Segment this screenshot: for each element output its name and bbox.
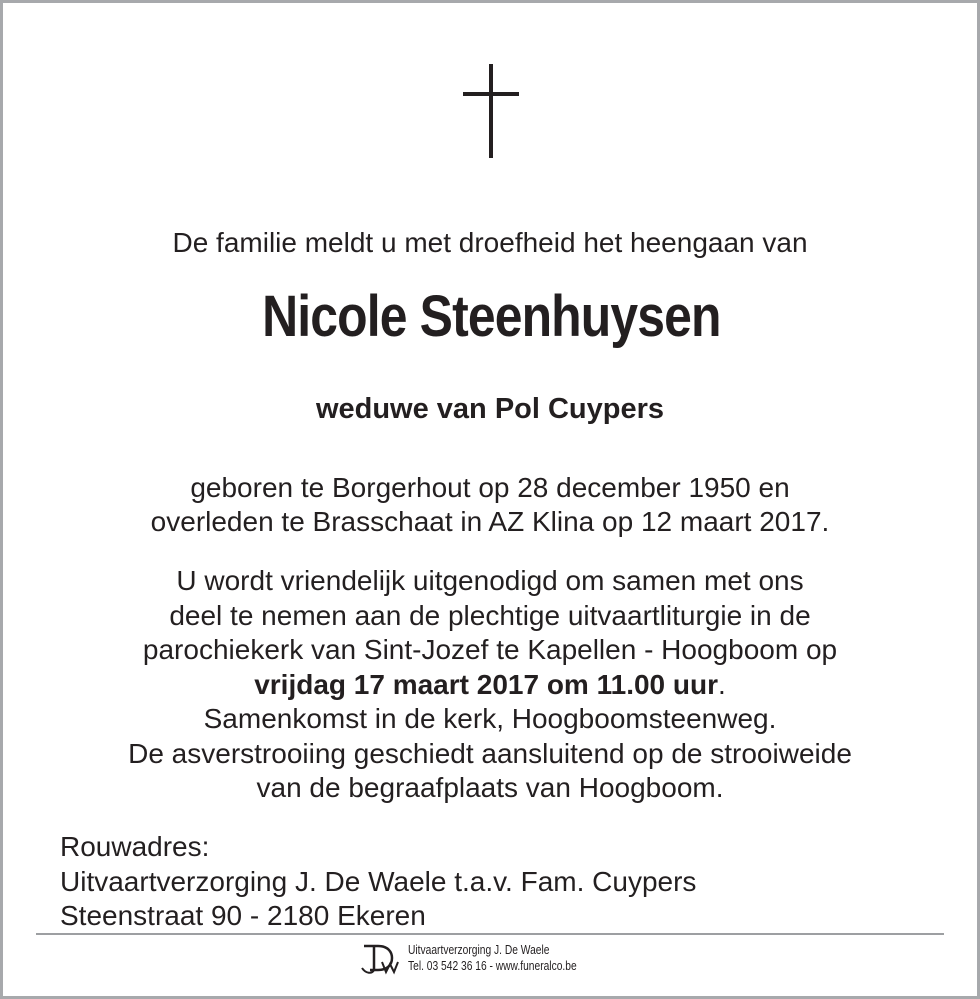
cemetery-line: van de begraafplaats van Hoogboom. bbox=[256, 772, 724, 803]
cross-icon bbox=[463, 64, 519, 158]
ash-scattering-line: De asverstrooiing geschiedt aansluitend op de strooiweide bbox=[128, 737, 852, 769]
service-date-suffix: . bbox=[718, 668, 726, 700]
service-date: vrijdag 17 maart 2017 om 11.00 uur bbox=[254, 668, 719, 700]
service-date-line bbox=[0, 668, 980, 703]
birth-line: geboren te Borgerhout op 28 december 1950 en bbox=[190, 472, 790, 503]
address-recipient: Uitvaartverzorging J. De Waele t.a.v. Fam. Cuypers bbox=[60, 865, 697, 897]
death-line: overleden te Brasschaat in AZ Klina op 12 maart 2017. bbox=[150, 506, 830, 537]
invitation-block bbox=[0, 564, 980, 806]
funeral-home-contact: Tel. 03 542 36 16 - www.funeralco.be bbox=[408, 959, 577, 973]
dw-logo-icon bbox=[360, 940, 402, 976]
intro-text: De familie meldt u met droefheid het heengaan van bbox=[172, 227, 808, 258]
funeral-home-name: Uitvaartverzorging J. De Waele bbox=[408, 943, 550, 957]
deceased-name: Nicole Steenhuysen bbox=[262, 284, 721, 349]
invite-line: parochiekerk van Sint-Jozef te Kapellen - Hoogboom op bbox=[142, 634, 838, 665]
address-label: Rouwadres: bbox=[60, 831, 210, 862]
funeral-home-footer bbox=[408, 942, 577, 974]
invite-line: U wordt vriendelijk uitgenodigd om samen met ons bbox=[176, 565, 804, 596]
mourning-address bbox=[60, 830, 696, 934]
gathering-line: Samenkomst in de kerk, Hoogboomsteenweg. bbox=[203, 703, 777, 734]
birth-death-block bbox=[0, 471, 980, 539]
invite-line: deel te nemen aan de plechtige uitvaartliturgie in de bbox=[169, 599, 811, 631]
footer-divider bbox=[36, 933, 944, 935]
spouse-line: weduwe van Pol Cuypers bbox=[315, 393, 665, 425]
address-street: Steenstraat 90 - 2180 Ekeren bbox=[60, 900, 426, 931]
